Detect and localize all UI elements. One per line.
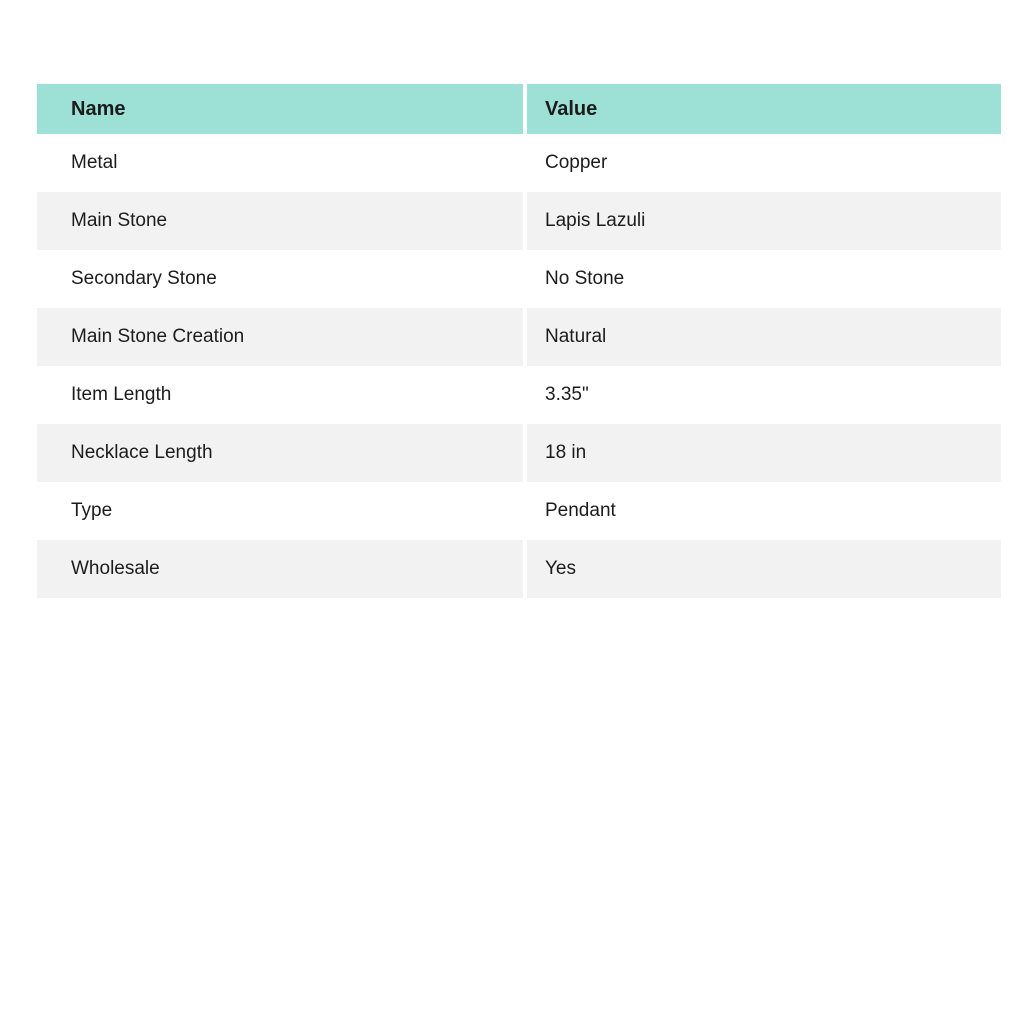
table-row: [37, 192, 1001, 250]
row-name-cell: Necklace Length: [37, 424, 523, 482]
row-value-cell: Lapis Lazuli: [527, 192, 1001, 250]
row-value-cell: Copper: [527, 134, 1001, 192]
row-value-cell: Natural: [527, 308, 1001, 366]
table-row: [37, 250, 1001, 308]
row-value-cell: Pendant: [527, 482, 1001, 540]
table-row: [37, 366, 1001, 424]
row-name-cell: Type: [37, 482, 523, 540]
table-row: [37, 540, 1001, 598]
row-value-cell: 3.35": [527, 366, 1001, 424]
table-row: [37, 308, 1001, 366]
table-row: [37, 482, 1001, 540]
row-name-cell: Item Length: [37, 366, 523, 424]
row-name-cell: Main Stone: [37, 192, 523, 250]
row-name-cell: Main Stone Creation: [37, 308, 523, 366]
row-name-cell: Metal: [37, 134, 523, 192]
header-cell-value: Value: [527, 84, 1001, 134]
product-spec-table: [37, 84, 1001, 598]
header-cell-name: Name: [37, 84, 523, 134]
table-header-row: [37, 84, 1001, 134]
table-row: [37, 424, 1001, 482]
row-value-cell: No Stone: [527, 250, 1001, 308]
row-name-cell: Wholesale: [37, 540, 523, 598]
row-value-cell: 18 in: [527, 424, 1001, 482]
table-row: [37, 134, 1001, 192]
row-name-cell: Secondary Stone: [37, 250, 523, 308]
row-value-cell: Yes: [527, 540, 1001, 598]
table-body: [37, 134, 1001, 598]
